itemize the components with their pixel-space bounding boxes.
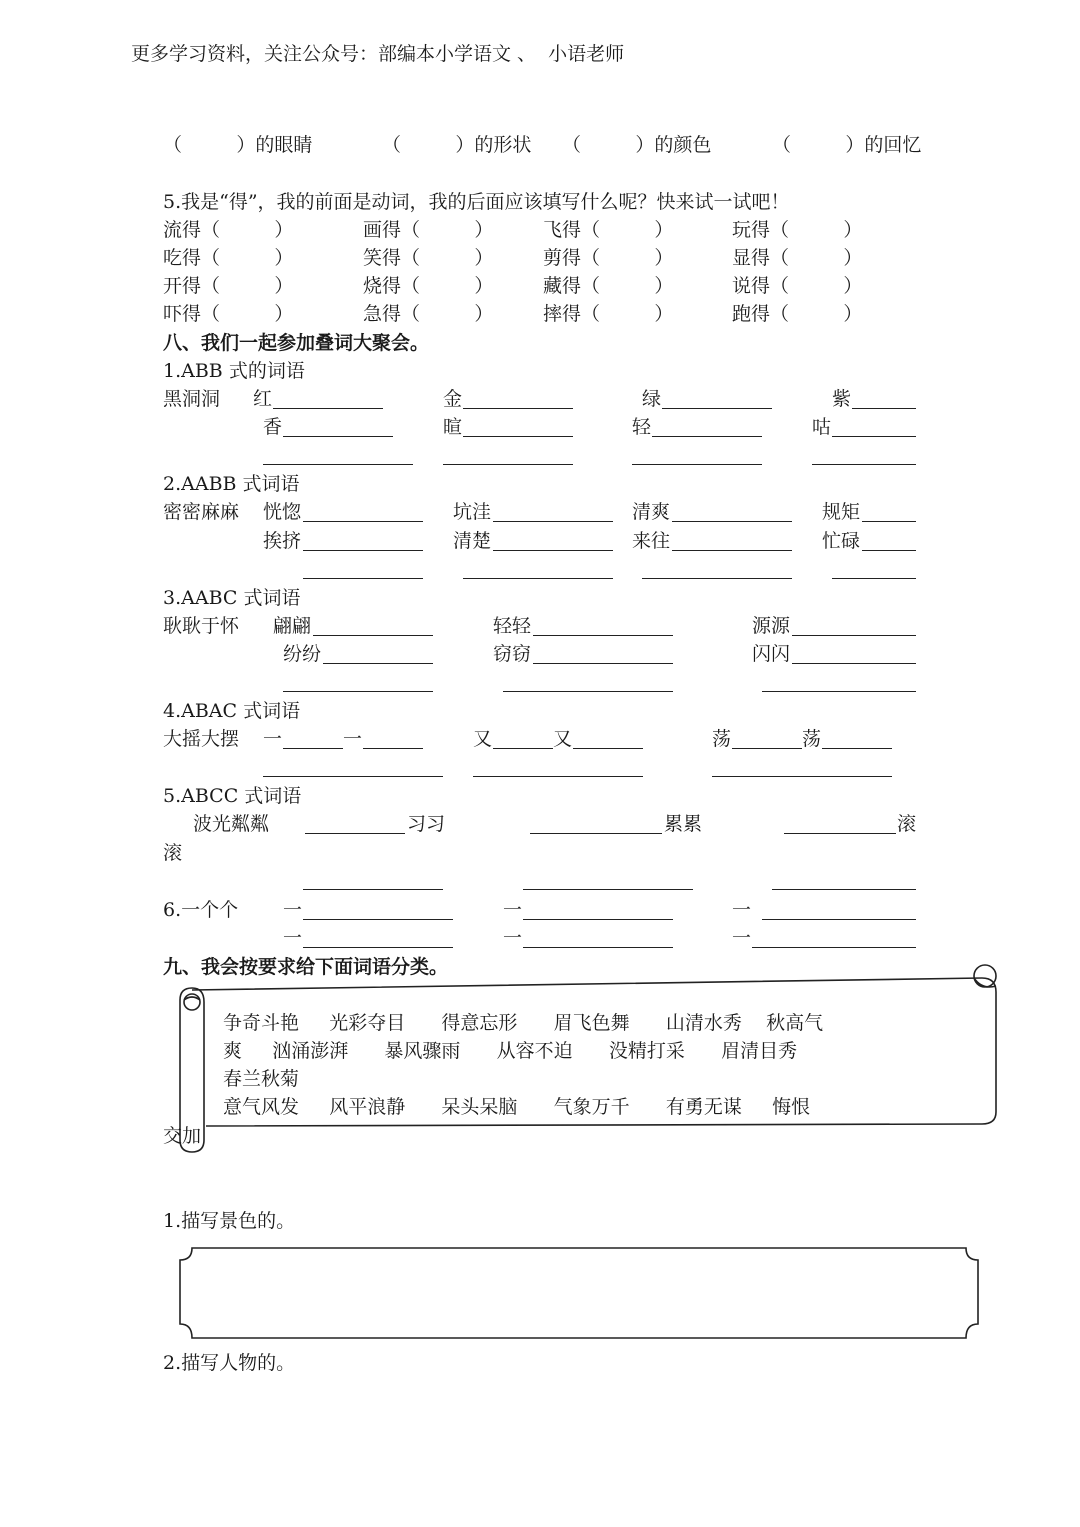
answer-line[interactable] — [862, 521, 916, 522]
abb-word: 红 — [253, 388, 273, 410]
word-bank-line: 爽 汹涌澎湃 暴风骤雨 从容不迫 没精打采 眉清目秀 — [223, 1040, 798, 1062]
de-item: 烧得（ ） — [363, 275, 494, 297]
answer-line[interactable] — [732, 748, 802, 749]
yi-prefix: 一 — [283, 927, 303, 949]
aabb-word: 清爽 — [632, 501, 671, 523]
answer-line[interactable] — [862, 550, 916, 551]
answer-line[interactable] — [822, 748, 892, 749]
de-item: 画得（ ） — [363, 219, 494, 241]
answer-line[interactable] — [283, 691, 433, 692]
answer-line[interactable] — [652, 436, 762, 437]
answer-line[interactable] — [642, 578, 792, 579]
answer-line[interactable] — [672, 550, 792, 551]
de-item: 吃得（ ） — [163, 247, 294, 269]
yi-prefix: 一 — [732, 899, 752, 921]
abcc-suffix: 习习 — [407, 813, 446, 835]
abac-label: 4.ABAC 式词语 — [163, 700, 301, 722]
word-bank-line: 春兰秋菊 — [223, 1068, 300, 1090]
abac-example: 大摇大摆 — [163, 728, 240, 750]
word-bank-overflow: 交加 — [163, 1125, 202, 1147]
answer-line[interactable] — [263, 464, 413, 465]
de-item: 跑得（ ） — [732, 303, 863, 325]
abac-part: 荡 — [712, 728, 732, 750]
answer-line[interactable] — [463, 436, 573, 437]
aabb-word: 规矩 — [822, 501, 861, 523]
answer-line[interactable] — [313, 635, 433, 636]
answer-box-scenery[interactable] — [176, 1246, 984, 1342]
answer-line[interactable] — [493, 748, 553, 749]
answer-line[interactable] — [523, 889, 693, 890]
answer-line[interactable] — [305, 833, 405, 834]
abcc-example: 波光粼粼 — [193, 813, 270, 835]
aabc-word: 闪闪 — [752, 643, 791, 665]
de-item: 玩得（ ） — [732, 219, 863, 241]
answer-line[interactable] — [812, 464, 916, 465]
abb-word: 香 — [263, 416, 283, 438]
aabc-word: 源源 — [752, 615, 791, 637]
de-item: 藏得（ ） — [543, 275, 674, 297]
yi-prefix: 一 — [283, 899, 303, 921]
answer-line[interactable] — [573, 748, 643, 749]
aabb-word: 恍惚 — [263, 501, 302, 523]
answer-line[interactable] — [323, 663, 433, 664]
abcc-wrap: 滚 — [163, 842, 183, 864]
aabb-label: 2.AABB 式词语 — [163, 473, 300, 495]
answer-line[interactable] — [303, 889, 443, 890]
answer-line[interactable] — [632, 464, 762, 465]
answer-line[interactable] — [762, 691, 916, 692]
aabb-word: 挨挤 — [263, 530, 302, 552]
answer-line[interactable] — [303, 521, 423, 522]
abb-example: 黑洞洞 — [163, 388, 221, 410]
de-item: 说得（ ） — [732, 275, 863, 297]
answer-line[interactable] — [283, 436, 393, 437]
aabc-word: 轻轻 — [493, 615, 532, 637]
answer-line[interactable] — [273, 408, 383, 409]
abb-word: 咕 — [812, 416, 832, 438]
answer-line[interactable] — [463, 408, 573, 409]
answer-line[interactable] — [283, 748, 343, 749]
yi-prefix: 一 — [503, 927, 523, 949]
yi-prefix: 一 — [503, 899, 523, 921]
de-item: 显得（ ） — [732, 247, 863, 269]
abcc-suffix: 滚 — [897, 813, 917, 835]
q9-2-title: 2.描写人物的。 — [163, 1352, 296, 1374]
answer-line[interactable] — [832, 578, 916, 579]
section-9-title: 九、我会按要求给下面词语分类。 — [163, 956, 449, 978]
fill-blank-eyes: （ ）的眼睛 — [163, 134, 313, 156]
aabb-word: 清楚 — [453, 530, 492, 552]
abac-part: 荡 — [802, 728, 822, 750]
abb-word: 金 — [443, 388, 463, 410]
abb-word: 暄 — [443, 416, 463, 438]
de-item: 吓得（ ） — [163, 303, 294, 325]
answer-line[interactable] — [493, 550, 613, 551]
answer-line[interactable] — [263, 776, 443, 777]
answer-line[interactable] — [533, 635, 673, 636]
aabc-word: 纷纷 — [283, 643, 322, 665]
answer-line[interactable] — [473, 776, 643, 777]
q5-title: 5.我是“得”，我的前面是动词，我的后面应该填写什么呢？快来试一试吧！ — [163, 191, 790, 213]
page-header: 更多学习资料，关注公众号：部编本小学语文 、 小语老师 — [131, 43, 625, 65]
aabb-word: 来往 — [632, 530, 671, 552]
word-bank-line: 意气风发 风平浪静 呆头呆脑 气象万千 有勇无谋 悔恨 — [223, 1096, 811, 1118]
answer-line[interactable] — [762, 919, 916, 920]
answer-line[interactable] — [712, 776, 892, 777]
answer-line[interactable] — [852, 408, 916, 409]
de-item: 急得（ ） — [363, 303, 494, 325]
de-item: 流得（ ） — [163, 219, 294, 241]
abac-part: 又 — [553, 728, 573, 750]
de-item: 摔得（ ） — [543, 303, 674, 325]
answer-line[interactable] — [303, 947, 453, 948]
abb-word: 轻 — [632, 416, 652, 438]
word-bank-line: 争奇斗艳 光彩夺目 得意忘形 眉飞色舞 山清水秀 秋高气 — [223, 1012, 824, 1034]
answer-line[interactable] — [493, 521, 613, 522]
de-item: 剪得（ ） — [543, 247, 674, 269]
abac-part: 又 — [473, 728, 493, 750]
answer-line[interactable] — [784, 833, 896, 834]
answer-line[interactable] — [772, 889, 916, 890]
abb-word: 绿 — [642, 388, 662, 410]
answer-line[interactable] — [463, 578, 613, 579]
abcc-suffix: 累累 — [664, 813, 703, 835]
abcc-label: 5.ABCC 式词语 — [163, 785, 302, 807]
q9-1-title: 1.描写景色的。 — [163, 1210, 296, 1232]
answer-line[interactable] — [533, 663, 673, 664]
answer-line[interactable] — [443, 464, 573, 465]
abac-part: 一 — [263, 728, 283, 750]
aabc-word: 窃窃 — [493, 643, 532, 665]
answer-line[interactable] — [503, 691, 673, 692]
answer-line[interactable] — [523, 947, 673, 948]
abb-word: 紫 — [832, 388, 852, 410]
aabb-word: 坑洼 — [453, 501, 492, 523]
abb-label: 1.ABB 式的词语 — [163, 360, 305, 382]
de-item: 开得（ ） — [163, 275, 294, 297]
answer-line[interactable] — [832, 436, 916, 437]
answer-line[interactable] — [303, 550, 423, 551]
answer-line[interactable] — [662, 408, 772, 409]
fill-blank-shape: （ ）的形状 — [382, 134, 532, 156]
abac-part: 一 — [343, 728, 363, 750]
answer-line[interactable] — [523, 919, 673, 920]
answer-line[interactable] — [672, 521, 792, 522]
aabc-word: 翩翩 — [273, 615, 312, 637]
section-8-title: 八、我们一起参加叠词大聚会。 — [163, 332, 430, 354]
answer-line[interactable] — [792, 635, 916, 636]
answer-line[interactable] — [752, 947, 916, 948]
aabc-label: 3.AABC 式词语 — [163, 587, 301, 609]
yigege-label: 6.一个个 — [163, 899, 239, 921]
answer-line[interactable] — [303, 919, 453, 920]
answer-line[interactable] — [363, 748, 423, 749]
aabb-word: 忙碌 — [822, 530, 861, 552]
fill-blank-memory: （ ）的回忆 — [772, 134, 922, 156]
aabc-example: 耿耿于怀 — [163, 615, 240, 637]
aabb-example: 密密麻麻 — [163, 501, 240, 523]
answer-line[interactable] — [530, 833, 662, 834]
de-item: 飞得（ ） — [543, 219, 674, 241]
answer-line[interactable] — [303, 578, 423, 579]
fill-blank-color: （ ）的颜色 — [562, 134, 712, 156]
de-item: 笑得（ ） — [363, 247, 494, 269]
yi-prefix: 一 — [732, 927, 752, 949]
answer-line[interactable] — [792, 663, 916, 664]
